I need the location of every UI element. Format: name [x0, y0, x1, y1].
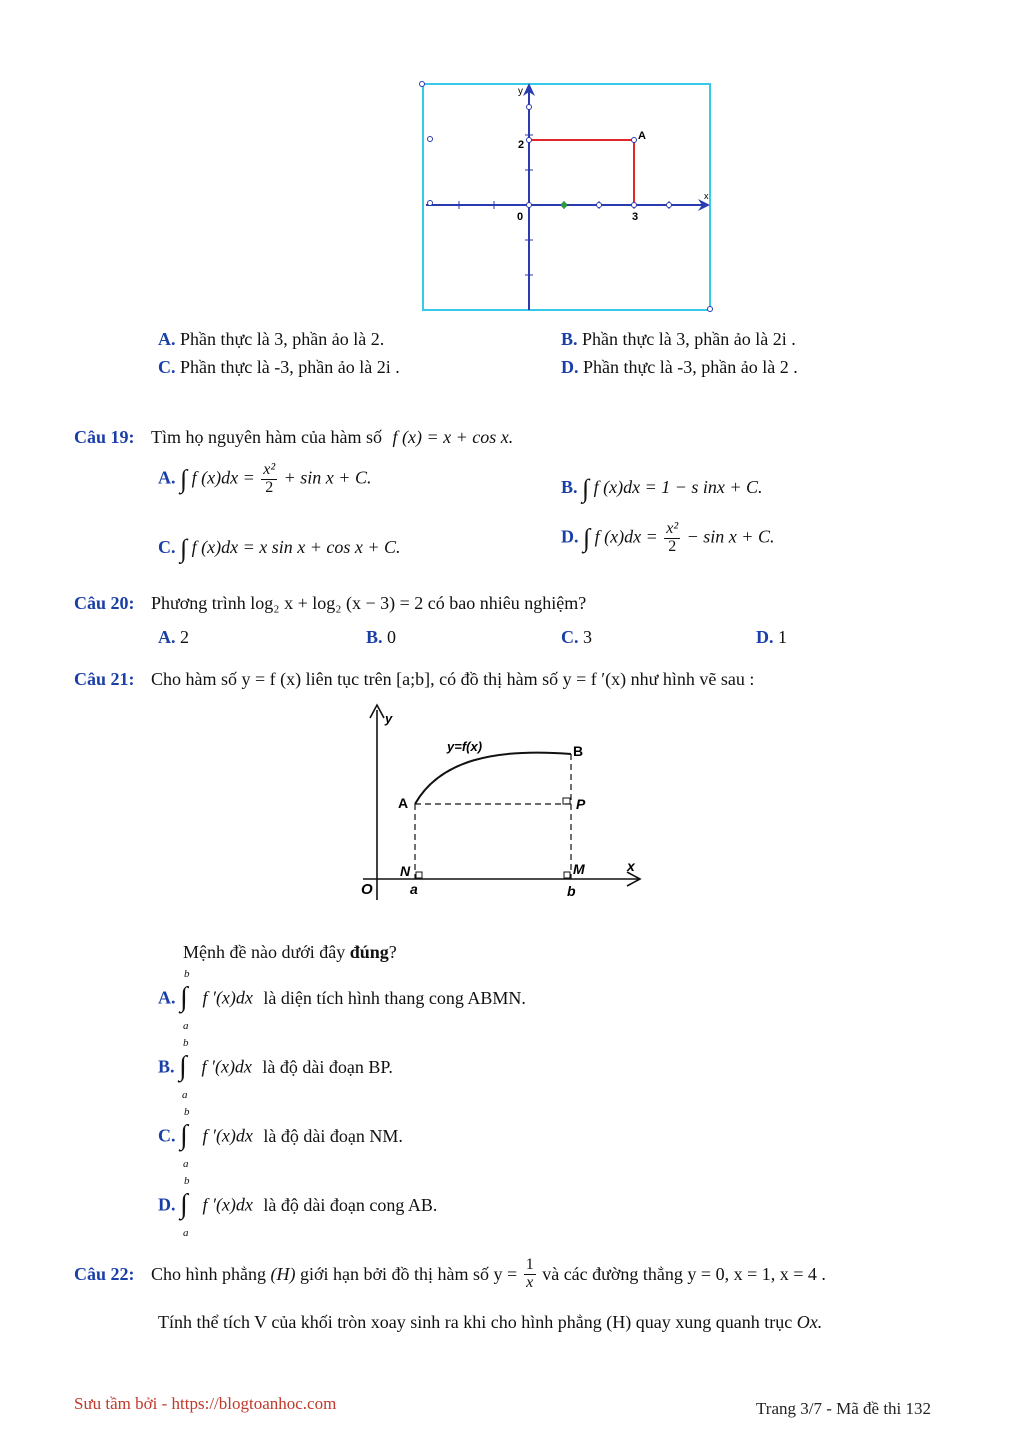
- q21-option-d[interactable]: [158, 1175, 438, 1239]
- fig2-curve-label: y=f(x): [447, 739, 483, 754]
- option-text: 2: [180, 627, 189, 647]
- fraction-denominator: 2: [668, 537, 677, 555]
- option-lhs: f (x)dx =: [594, 526, 658, 547]
- option-text: là diện tích hình thang cong ABMN.: [263, 987, 526, 1008]
- complex-point-figure: [418, 78, 718, 316]
- integral-sign: ∫: [582, 474, 590, 503]
- q21-option-c[interactable]: [158, 1106, 403, 1170]
- option-label: A.: [158, 467, 176, 488]
- option-label: D.: [158, 1194, 176, 1215]
- fig2-label-b: b: [567, 883, 576, 899]
- option-label: C.: [158, 1125, 176, 1146]
- upper-limit: b: [184, 968, 190, 980]
- q18-option-a[interactable]: [158, 329, 384, 350]
- option-text: Phần thực là 3, phần ảo là 2i .: [582, 329, 796, 349]
- option-label: A.: [158, 329, 176, 349]
- option-label: A.: [158, 627, 176, 647]
- question-label: Câu 20:: [74, 593, 135, 613]
- prompt-bold: đúng: [349, 942, 389, 962]
- integral-sign: ∫: [180, 1189, 188, 1220]
- fig2-point-p: P: [576, 796, 586, 812]
- derivative-graph-figure: [355, 700, 650, 905]
- question-text: Tính thể tích V của khối tròn xoay sinh ra khi cho hình phẳng (H) quay xung quanh trục: [158, 1312, 793, 1332]
- fig1-y-tick-label: 2: [518, 139, 525, 151]
- q19-option-d[interactable]: [561, 521, 774, 556]
- fig2-point-a: A: [398, 795, 409, 811]
- fig1-point-label: A: [638, 130, 646, 142]
- lower-limit: a: [182, 1089, 188, 1101]
- fraction-denominator: x: [526, 1273, 534, 1291]
- prompt-text: Mệnh đề nào dưới đây: [183, 942, 350, 962]
- axis-name: Ox.: [796, 1312, 823, 1332]
- option-rest: + sin x + C.: [283, 467, 372, 488]
- option-lhs: f (x)dx =: [191, 467, 255, 488]
- fig2-y-label: y: [385, 711, 393, 726]
- footer-page-info: Trang 3/7 - Mã đề thi 132: [756, 1399, 932, 1418]
- q20-option-d[interactable]: [756, 627, 787, 648]
- option-label: B.: [561, 477, 578, 498]
- integral-sign: ∫: [180, 982, 188, 1013]
- fig2-point-b: B: [573, 743, 584, 759]
- q19-option-a[interactable]: [158, 462, 371, 497]
- option-label: D.: [756, 627, 774, 647]
- point-a-projection: [529, 140, 634, 205]
- integral-sign: ∫: [180, 464, 188, 494]
- prompt-end: ?: [388, 942, 397, 962]
- q20-option-b[interactable]: [366, 627, 396, 648]
- option-label: B.: [158, 1056, 175, 1077]
- q21-option-a[interactable]: [158, 968, 526, 1032]
- option-label: D.: [561, 357, 579, 377]
- q18-option-b[interactable]: [561, 329, 796, 350]
- question-text-mid: giới hạn bởi đồ thị hàm số y =: [300, 1263, 518, 1284]
- option-text: Phần thực là -3, phần ảo là 2 .: [583, 357, 798, 377]
- right-angle-n: [416, 872, 422, 878]
- integrand: f ′(x)dx: [202, 987, 253, 1008]
- fig1-y-label: y: [518, 86, 523, 97]
- integral-sign: ∫: [180, 1120, 188, 1151]
- upper-limit: b: [184, 1175, 190, 1187]
- fig2-x-label: x: [627, 858, 635, 874]
- integral-sign: ∫: [179, 1051, 187, 1082]
- option-text: là độ dài đoạn BP.: [262, 1056, 393, 1077]
- option-label: C.: [561, 627, 579, 647]
- definite-integral: [179, 1037, 193, 1101]
- upper-limit: b: [184, 1106, 190, 1118]
- fig1-origin-label: 0: [517, 211, 524, 223]
- right-angle-m: [564, 872, 570, 878]
- lower-limit: a: [183, 1158, 189, 1170]
- definite-integral: [180, 1175, 194, 1239]
- q21-option-b[interactable]: [158, 1037, 393, 1101]
- fraction-numerator: 1: [525, 1256, 534, 1273]
- fraction-denominator: 2: [265, 478, 274, 496]
- option-label: B.: [366, 627, 383, 647]
- q21-stem: [74, 669, 754, 690]
- option-label: C.: [158, 357, 176, 377]
- q19-option-b[interactable]: [561, 474, 763, 504]
- option-label: B.: [561, 329, 578, 349]
- option-text: f (x)dx = x sin x + cos x + C.: [191, 537, 401, 558]
- fraction-numerator: x²: [666, 520, 679, 537]
- upper-limit: b: [183, 1037, 189, 1049]
- option-label: C.: [158, 537, 176, 558]
- question-label: Câu 21:: [74, 669, 135, 689]
- integrand: f ′(x)dx: [202, 1125, 253, 1146]
- fig2-point-m: M: [573, 861, 585, 877]
- option-rest: − sin x + C.: [686, 526, 775, 547]
- q20-stem: [74, 593, 586, 614]
- right-angle-p: [563, 798, 570, 804]
- fraction: [261, 462, 277, 497]
- q18-option-d[interactable]: [561, 357, 798, 378]
- option-text: là độ dài đoạn cong AB.: [263, 1194, 438, 1215]
- option-text: 3: [583, 627, 592, 647]
- integrand: f ′(x)dx: [201, 1056, 252, 1077]
- question-text: Phương trình log₂ x + log₂ (x − 3) = 2 có bao nhiêu nghiệm?: [151, 593, 587, 613]
- lower-limit: a: [183, 1227, 189, 1239]
- fraction: [664, 521, 680, 556]
- footer-source: Sưu tầm bởi - https://blogtoanhoc.com: [74, 1394, 337, 1413]
- curve-f: [415, 753, 571, 804]
- fig2-label-a: a: [410, 881, 418, 897]
- option-label: A.: [158, 987, 176, 1008]
- q22-stem: [74, 1257, 826, 1292]
- option-text: Phần thực là 3, phần ảo là 2.: [180, 329, 385, 349]
- integrand: f ′(x)dx: [202, 1194, 253, 1215]
- q20-option-c[interactable]: [561, 627, 592, 648]
- figure-frame: [423, 84, 710, 310]
- lower-limit: a: [183, 1020, 189, 1032]
- q21-prompt: [183, 942, 397, 963]
- question-text: Cho hàm số y = f (x) liên tục trên [a;b], có đồ thị hàm số y = f ′(x) như hình vẽ sau :: [151, 669, 755, 689]
- fig1-x-tick-label: 3: [632, 211, 639, 223]
- question-formula: f (x) = x + cos x.: [392, 427, 514, 447]
- q20-option-a[interactable]: [158, 627, 189, 648]
- q19-option-c[interactable]: [158, 534, 401, 564]
- fig1-x-label: x: [704, 191, 709, 201]
- region-name: (H): [270, 1263, 296, 1284]
- question-label: Câu 22:: [74, 1263, 135, 1284]
- q22-line2: [158, 1312, 822, 1333]
- question-label: Câu 19:: [74, 427, 135, 447]
- q18-option-c[interactable]: [158, 357, 400, 378]
- fraction-numerator: x²: [263, 461, 276, 478]
- definite-integral: [180, 1106, 194, 1170]
- fraction: [524, 1257, 536, 1292]
- option-text: f (x)dx = 1 − s inx + C.: [593, 477, 763, 498]
- definite-integral: [180, 968, 194, 1032]
- option-text: 0: [387, 627, 397, 647]
- integral-sign: ∫: [180, 534, 188, 563]
- option-label: D.: [561, 526, 579, 547]
- fig2-origin-label: O: [361, 881, 373, 898]
- integral-sign: ∫: [583, 523, 591, 553]
- question-text: Cho hình phẳng: [151, 1263, 267, 1284]
- option-text: 1: [778, 627, 787, 647]
- option-text: là độ dài đoạn NM.: [263, 1125, 403, 1146]
- q19-stem: [74, 427, 513, 448]
- question-text: Tìm họ nguyên hàm của hàm số: [151, 427, 382, 447]
- fig2-point-n: N: [400, 863, 411, 879]
- question-text-end: và các đường thẳng y = 0, x = 1, x = 4 .: [542, 1263, 826, 1284]
- option-text: Phần thực là -3, phần ảo là 2i .: [180, 357, 400, 377]
